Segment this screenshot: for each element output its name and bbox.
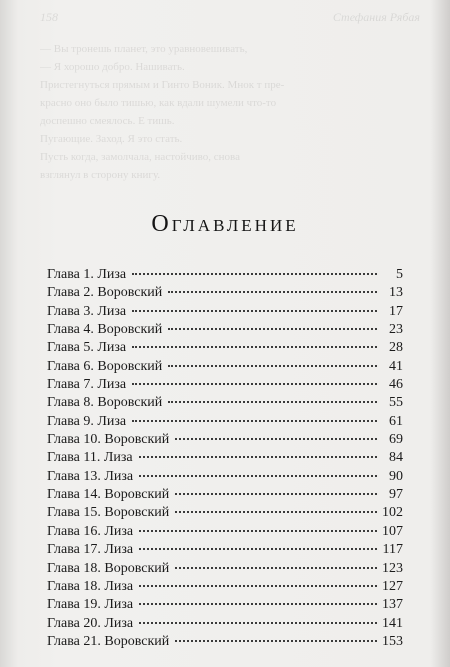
toc-entry-page-number: 102 xyxy=(382,505,403,521)
dot-leader xyxy=(175,567,377,569)
toc-entry-label: Глава 16. Лиза xyxy=(47,523,134,539)
toc-entry-page-number: 41 xyxy=(389,358,403,374)
toc-entry xyxy=(47,266,403,284)
toc-entry-label: Глава 5. Лиза xyxy=(47,340,127,356)
toc-entry-label: Глава 14. Воровский xyxy=(47,487,170,503)
dot-leader xyxy=(132,383,377,385)
dot-leader xyxy=(175,438,377,440)
dot-leader xyxy=(168,328,377,330)
toc-entry-label: Глава 7. Лиза xyxy=(47,377,127,393)
toc-entry-page-number: 84 xyxy=(389,450,403,466)
table-of-contents xyxy=(47,266,403,651)
toc-entry-label: Глава 3. Лиза xyxy=(47,303,127,319)
toc-entry-page-number: 69 xyxy=(389,432,403,448)
toc-entry xyxy=(47,486,403,504)
dot-leader xyxy=(175,511,377,513)
toc-entry-label: Глава 9. Лиза xyxy=(47,413,127,429)
toc-entry-page-number: 61 xyxy=(389,413,403,429)
toc-entry-label: Глава 18. Воровский xyxy=(47,560,170,576)
toc-entry-page-number: 153 xyxy=(382,633,403,649)
toc-entry xyxy=(47,284,403,302)
toc-entry xyxy=(47,394,403,412)
dot-leader xyxy=(132,420,377,422)
toc-entry-label: Глава 21. Воровский xyxy=(47,633,170,649)
toc-entry-label: Глава 8. Воровский xyxy=(47,395,163,411)
toc-entry-label: Глава 11. Лиза xyxy=(47,450,133,466)
toc-entry-page-number: 5 xyxy=(396,267,403,282)
dot-leader xyxy=(168,401,377,403)
dot-leader xyxy=(132,310,377,312)
toc-entry xyxy=(47,523,403,541)
show-through-text: 158 Стефания Рябая — Вы тронешь планет, это уравновешивать, — Я хорошо добро. Нашивать. Пристегнуться прямым и Гинто Воник. Мнок т пре- красно оно было тишью, как вдали шумели что-то доспешно смеялось. Е тишь. Пугающие. Заход. Я это стать. Пусть когда, замолчала, настойчиво, снова взглянул в сторону книгу. xyxy=(40,10,420,181)
toc-entry xyxy=(47,504,403,522)
toc-entry-label: Глава 6. Воровский xyxy=(47,358,163,374)
page-title: Оглавление xyxy=(151,211,299,237)
toc-entry-label: Глава 2. Воровский xyxy=(47,285,163,301)
toc-entry-label: Глава 19. Лиза xyxy=(47,597,134,613)
dot-leader xyxy=(139,548,377,550)
dot-leader xyxy=(168,365,377,367)
toc-entry-label: Глава 18. Лиза xyxy=(47,578,134,594)
dot-leader xyxy=(139,475,377,477)
toc-entry-label: Глава 1. Лиза xyxy=(47,267,127,282)
toc-entry xyxy=(47,615,403,633)
toc-entry-page-number: 17 xyxy=(389,303,403,319)
toc-entry-page-number: 13 xyxy=(389,285,403,301)
toc-entry-label: Глава 17. Лиза xyxy=(47,542,134,558)
dot-leader xyxy=(139,622,377,624)
dot-leader xyxy=(132,273,377,275)
toc-entry xyxy=(47,303,403,321)
toc-entry xyxy=(47,633,403,651)
toc-entry-page-number: 28 xyxy=(389,340,403,356)
dot-leader xyxy=(132,346,377,348)
toc-entry xyxy=(47,413,403,431)
toc-entry xyxy=(47,596,403,614)
toc-entry xyxy=(47,321,403,339)
toc-entry-page-number: 97 xyxy=(389,487,403,503)
toc-entry-page-number: 137 xyxy=(382,597,403,613)
dot-leader xyxy=(139,530,377,532)
dot-leader xyxy=(175,493,377,495)
dot-leader xyxy=(175,640,377,642)
toc-entry xyxy=(47,431,403,449)
toc-entry-label: Глава 15. Воровский xyxy=(47,505,170,521)
toc-entry-page-number: 90 xyxy=(389,468,403,484)
dot-leader xyxy=(139,456,377,458)
toc-entry-label: Глава 10. Воровский xyxy=(47,432,170,448)
toc-entry xyxy=(47,578,403,596)
toc-entry-label: Глава 13. Лиза xyxy=(47,468,134,484)
toc-entry xyxy=(47,541,403,559)
toc-entry-page-number: 107 xyxy=(382,523,403,539)
toc-entry xyxy=(47,358,403,376)
toc-entry xyxy=(47,449,403,467)
toc-entry-page-number: 127 xyxy=(382,578,403,594)
toc-entry-page-number: 23 xyxy=(389,322,403,338)
toc-entry-page-number: 141 xyxy=(382,615,403,631)
toc-entry-page-number: 123 xyxy=(382,560,403,576)
toc-entry xyxy=(47,339,403,357)
toc-entry-label: Глава 20. Лиза xyxy=(47,615,134,631)
dot-leader xyxy=(139,585,377,587)
toc-entry-page-number: 46 xyxy=(389,377,403,393)
toc-entry xyxy=(47,560,403,578)
toc-entry-page-number: 55 xyxy=(389,395,403,411)
toc-entry-label: Глава 4. Воровский xyxy=(47,322,163,338)
dot-leader xyxy=(139,603,377,605)
toc-entry xyxy=(47,376,403,394)
dot-leader xyxy=(168,291,377,293)
toc-entry xyxy=(47,468,403,486)
toc-entry-page-number: 117 xyxy=(382,542,403,558)
